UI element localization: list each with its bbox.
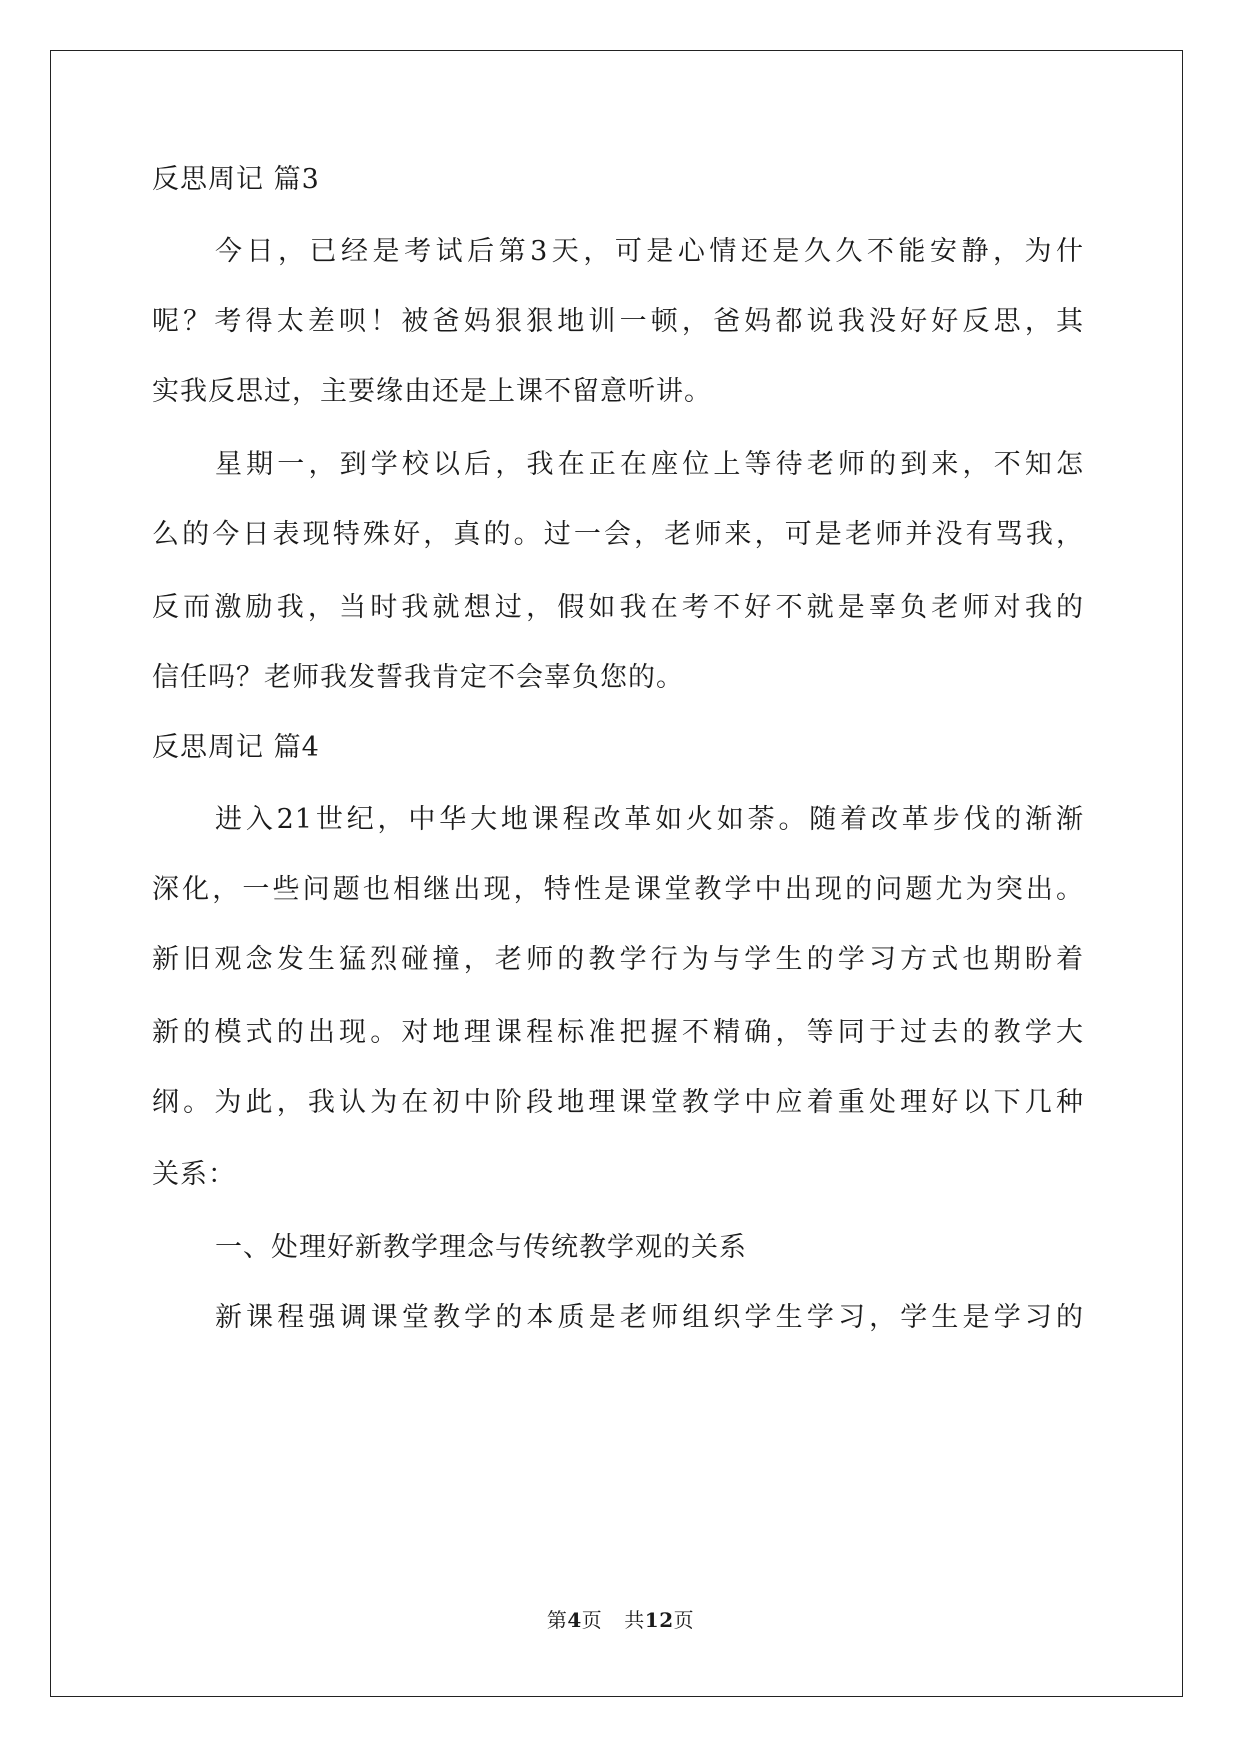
total-suffix: 页 — [673, 1608, 695, 1632]
paragraph-line: 新旧观念发生猛烈碰撞，老师的教学行为与学生的学习方式也期盼着 — [152, 944, 1084, 975]
page-current: 4 — [567, 1608, 582, 1632]
paragraph-line: 新的模式的出现。对地理课程标准把握不精确，等同于过去的教学大 — [152, 1017, 1084, 1048]
paragraph-line: 实我反思过，主要缘由还是上课不留意听讲。 — [152, 376, 712, 407]
paragraph-line: 星期一，到学校以后，我在正在座位上等待老师的到来，不知怎 — [215, 449, 1084, 480]
paragraph-line: 反而激励我，当时我就想过，假如我在考不好不就是辜负老师对我的 — [152, 592, 1084, 623]
section-heading: 反思周记 篇3 — [152, 164, 320, 195]
paragraph-line: 新课程强调课堂教学的本质是老师组织学生学习，学生是学习的 — [215, 1302, 1084, 1333]
paragraph-line: 今日，已经是考试后第3天，可是心情还是久久不能安静，为什 — [215, 236, 1084, 267]
paragraph-line: 呢？考得太差呗！被爸妈狠狠地训一顿，爸妈都说我没好好反思，其 — [152, 306, 1084, 337]
section-heading: 反思周记 篇4 — [152, 732, 320, 763]
page-prefix: 第 — [546, 1608, 568, 1632]
paragraph-line: 么的今日表现特殊好，真的。过一会，老师来，可是老师并没有骂我， — [152, 519, 1084, 550]
subheading: 一、处理好新教学理念与传统教学观的关系 — [215, 1232, 747, 1263]
paragraph-line: 纲。为此，我认为在初中阶段地理课堂教学中应着重处理好以下几种 — [152, 1087, 1084, 1118]
paragraph-line: 关系： — [152, 1159, 236, 1190]
paragraph-line: 深化，一些问题也相继出现，特性是课堂教学中出现的问题尤为突出。 — [152, 874, 1084, 905]
paragraph-line: 进入21世纪，中华大地课程改革如火如荼。随着改革步伐的渐渐 — [215, 804, 1084, 835]
page-suffix: 页 — [581, 1608, 603, 1632]
page-total: 12 — [644, 1608, 674, 1632]
total-prefix: 共 — [624, 1608, 645, 1632]
paragraph-line: 信任吗？老师我发誓我肯定不会辜负您的。 — [152, 662, 684, 693]
page-footer — [0, 1606, 1241, 1634]
